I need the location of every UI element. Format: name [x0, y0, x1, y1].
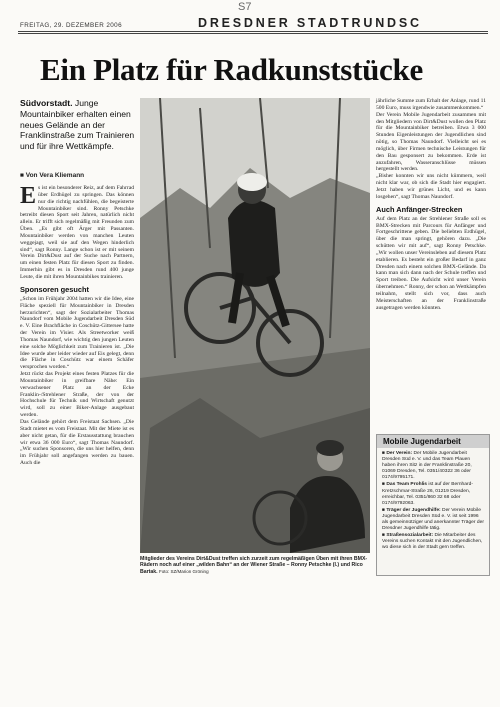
article-column-3: [376, 98, 486, 311]
handwritten-page-mark: S7: [238, 1, 252, 13]
article-column-1: [20, 185, 134, 467]
info-box-title: Mobile Jugendarbeit: [377, 435, 489, 448]
photo-credit: Foto: SZ/Marion Gröning: [159, 568, 209, 574]
body-paragraph: jährliche Summe zum Erhalt der Anlage, rund 11 500 Euro, muss irgendwie zusammenkommen.“: [376, 98, 486, 111]
body-paragraph: Das Gelände gehört dem Freistaat Sachsen. „Die Stadt mietet es vom Freistaat. Mit der Miete ist es aber nicht getan, für die Erstausstattung brauchen wir etwa 36 000 Euro“, sagt Thomas Naundorf. „Wir suchen Sponsoren, die uns hier helfen, denn im Frühjahr soll angefangen werden zu bauen. Auch die: [20, 419, 134, 467]
byline-marker-icon: ■: [20, 172, 26, 179]
subheading-sponsors: Sponsoren gesucht: [20, 284, 89, 294]
article-photo: [140, 98, 370, 553]
subhead-text: Junge Mountainbiker erhalten einen neues Gelände an der Franklinstraße zum Trainieren und für ihre Wettkämpfe.: [20, 98, 135, 152]
body-paragraph: Jetzt rückt das Projekt eines festen Platzes für die Mountainbiker in greifbare Nähe: Ein verwachsener Platz an der Ecke Franklin-/Strehlener Straße, der von der Hochschule für Technik und Wirtschaft genutzt wird, soll zu einer Biker-Anlage ausgebaut werden.: [20, 371, 134, 419]
lead-paragraph: Es ist ein besonderer Reiz, auf dem Fahrrad über Erdhügel zu springen. Das können nur die richtig nachfühlen, die begeisterte Mountainbiker sind. Ronny Petschke betreibt diesen Sport seit Jahren, natürlich nicht allein. Er trifft sich regelmäßig mit Freunden zum Üben. „Es gibt oft Ärger mit Passanten. Mountainbiker werden von manchen Leuten weggejagt, weil sie auf den Wegen hinderlich sind“, sagt Ronny. Lange schon ist er mit seinem Verein Dirt&Dust auf der Suche nach Partnern, um einen festen Platz für diesen Sport zu finden. Immerhin gibt es in Dresden rund 400 junge Leute, die mit ihren Mountainbikes trainieren.: [20, 183, 134, 280]
info-box: [376, 434, 490, 576]
info-item: ■ Straßensozialarbeit: Die Mitarbeiter des Vereins suchen Kontakt mit den Jugendlichen, wo diese sich in der Stadt gern treffen.: [382, 533, 483, 551]
subhead-location: Südvorstadt.: [20, 98, 73, 108]
info-item: ■ Das Team Prohlis ist auf der Bernhard-Kretzschmar-Straße 26, 01219 Dresden, erreichbar, Tel. 0351/860 32 68 oder 0174/9792063.: [382, 482, 473, 506]
body-paragraph: „Schon im Frühjahr 2004 hatten wir die Idee, eine Fläche speziell für Mountainbiker in Dresden herzurichten“, sagt der Sozialarbeiter Thomas Naundorf vom Mobile Jugendarbeit Dresden Süd e. V. Eine Brachfläche in Coschütz-Gittersee hatte der Verein im Visier. Als Streetworker weiß Thomas Naundorf, wie wichtig den jungen Leuten eine solche Möglichkeit zum Trainieren ist. „Die Idee wurde aber leider wieder auf Eis gelegt, denn die Fläche in Coschütz war einem Schäfer versprochen worden.“: [20, 295, 134, 371]
info-item: ■ Träger der Jugendhilfe: Der Verein Mobile Jugendarbeit Dresden Süd e. V. ist seit 1996 als gemeinnütziger und anerkannter Träger der Dresdner Jugendhilfe tätig.: [382, 507, 484, 532]
article-subhead: [20, 98, 138, 152]
photo-bmx-riders-image: [140, 98, 370, 553]
drop-cap: E: [20, 183, 37, 209]
issue-date: FREITAG, 29. DEZEMBER 2006: [20, 22, 122, 29]
top-rule: [18, 31, 488, 32]
top-rule-thin: [18, 33, 488, 34]
body-paragraph: Der Verein Mobile Jugendarbeit zusammen mit den Mitgliedern von Dirt&Dust wollen den Platz für die Mountainbiker betreiben. Etwa 3 000 Stunden Eigenleistungen der Jugendlichen sind nötig, so Thomas Naundorf. Vielleicht sei es möglich, über Firmen technische Leistungen für den Bau gesponsert zu bekommen. Erde ist anzufahren, Wasseranschlüsse müssen hergestellt werden.: [376, 111, 486, 173]
info-item: ■ Der Verein: Der Mobile Jugendarbeit Dresden Süd e. V. und das Team Plauen haben ihren Sitz in der Franklinstraße 20, 01069 Dresden, Tel. 0351/40322 36 oder 0174/9795171.: [382, 451, 472, 481]
subheading-beginner-tracks: Auch Anfänger-Strecken: [376, 204, 463, 214]
byline: ■ Von Vera Kliemann: [20, 172, 85, 179]
photo-caption: Mitglieder des Vereins Dirt&Dust treffen sich zurzeit zum regelmäßigen Üben mit ihren BMX-Rädern noch auf einer „wilden Bahn“ an der Wiener Straße – Ronny Petschke (l.) und Rico Bartak. Foto: SZ/Marion Gröning: [140, 556, 368, 575]
body-paragraph: Auf dem Platz an der Strehlener Straße soll es BMX-Strecken mit Parcours für Anfänger und Fortgeschrittene geben. Die beliebten Erdhügel, über die man springt, gehören dazu. „Die schütten wir mit auf“, sagt Ronny Petschke. „Wir wollen unser Vereinsleben auf diesem Platz etablieren. Es besteht ein großer Bedarf in ganz Dresden nach einem solchen BMX-Gelände. Da kann man sich dann nach der Schule treffen und Sport treiben. Die Aufsicht wird unser Verein übernehmen.“ Ronny, der schon an Wettkämpfen teilnahm, stellt sich vor, dass auch Meisterschaften an der Franklinstraße ausgetragen werden könnten.: [376, 215, 486, 311]
body-paragraph: „Bisher konnten wir uns nicht kümmern, weil nicht klar war, ob sich die Stadt hier engagiert. Jetzt haben wir grünes Licht, und es kann losgehen“, sagt Thomas Naundorf.: [376, 173, 486, 200]
article-headline: Ein Platz für Radkunststücke: [40, 52, 423, 87]
section-masthead: DRESDNER STADTRUNDSC: [198, 16, 422, 30]
info-box-body: [377, 448, 489, 552]
